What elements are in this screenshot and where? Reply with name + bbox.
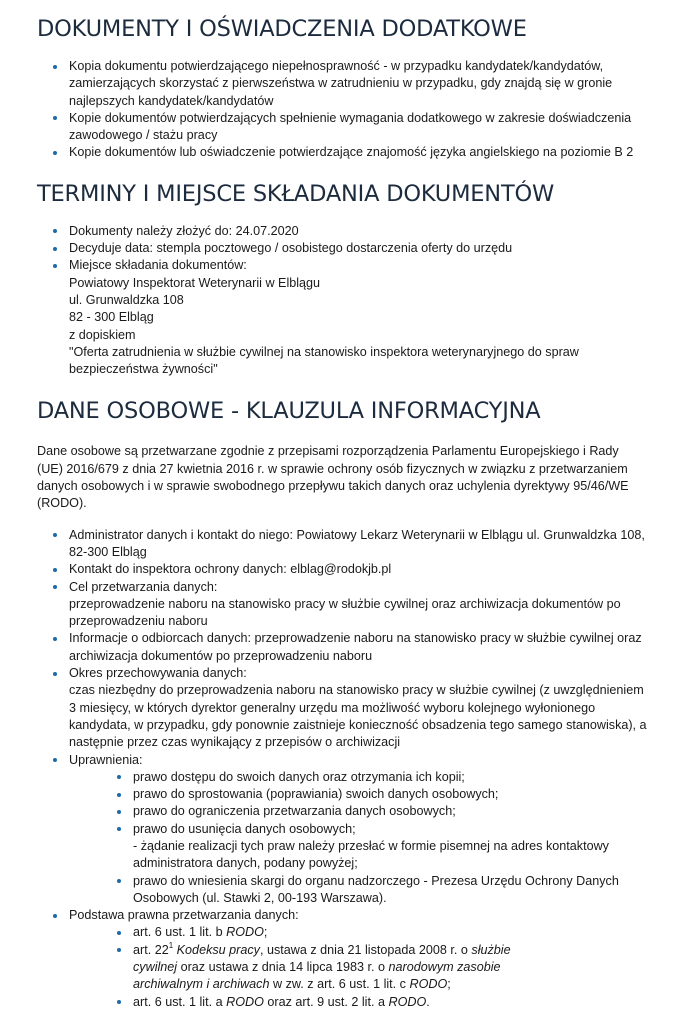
period-label: Okres przechowywania danych: xyxy=(69,666,247,681)
place-item xyxy=(37,257,647,378)
right-item: prawo do ograniczenia przetwarzania danych osobowych; xyxy=(37,803,647,820)
right-item-delete xyxy=(37,821,647,873)
document-page xyxy=(37,0,647,1011)
deadline-item: Dokumenty należy złożyć do: 24.07.2020 xyxy=(37,223,647,240)
purpose-label: Cel przetwarzania danych: xyxy=(69,579,218,594)
section-title-documents: DOKUMENTY I OŚWIADCZENIA DODATKOWE xyxy=(37,16,527,42)
contact-item: Kontakt do inspektora ochrony danych: elblag@rodokjb.pl xyxy=(37,561,647,578)
deadlines-list xyxy=(37,223,647,379)
right-delete-text: prawo do usunięcia danych osobowych; xyxy=(133,821,356,836)
purpose-item xyxy=(37,579,647,631)
list-item: Kopia dokumentu potwierdzającego niepełnosprawność - w przypadku kandydatek/kandydatów, zamierzających skorzystać z pierwszeństwa w zatrudnieniu w przypadku, gdy znajdą się w gronie najlepszych kandydatek/kandydatów xyxy=(37,58,647,110)
purpose-text: przeprowadzenie naboru na stanowisko pracy w służbie cywilnej oraz archiwizacja dokumentów po przeprowadzeniu naboru xyxy=(69,596,621,629)
basis-label: Podstawa prawna przetwarzania danych: xyxy=(69,908,299,923)
place-line: z dopiskiem xyxy=(69,327,136,342)
basis-entry: art. $22^1$ Kodeksu pracy, ustawa z dnia 21 listopada 2008 r. o służbie cywilnej oraz ustawa z dnia 14 lipca 1983 r. o narodowym zasobie archiwalnym i archiwach w zw. z art. 6 ust. 1 lit. c RODO; xyxy=(37,942,517,994)
place-label: Miejsce składania dokumentów: xyxy=(69,258,247,273)
gdpr-intro: Dane osobowe są przetwarzane zgodnie z przepisami rozporządzenia Parlamentu Europejskiego i Rady (UE) 2016/679 z dnia 27 kwietnia 2016 r. w sprawie ochrony osób fizycznych w związku z przetwarzaniem danych osobowych i w sprawie swobodnego przepływu takich danych oraz uchylenia dyrektywy 95/46/WE (RODO). xyxy=(37,444,629,511)
place-line: 82 - 300 Elbląg xyxy=(69,310,154,325)
right-item: prawo do sprostowania (poprawiania) swoich danych osobowych; xyxy=(37,786,647,803)
place-line: "Oferta zatrudnienia w służbie cywilnej na stanowisko inspektora weterynaryjnego do spraw bezpieczeństwa żywności" xyxy=(69,344,579,377)
right-delete-note: - żądanie realizacji tych praw należy przesłać w formie pisemnej na adres kontaktowy administratora danych, podany powyżej; xyxy=(133,838,609,871)
decides-item: Decyduje data: stempla pocztowego / osobistego dostarczenia oferty do urzędu xyxy=(37,240,647,257)
documents-list xyxy=(37,58,647,162)
gdpr-list xyxy=(37,527,647,1011)
place-line: Powiatowy Inspektorat Weterynarii w Elblągu xyxy=(69,275,321,290)
recipients-item: Informacje o odbiorcach danych: przeprowadzenie naboru na stanowisko pracy w służbie cywilnej oraz archiwizacja dokumentów po przeprowadzeniu naboru xyxy=(37,630,647,665)
rights-list xyxy=(37,769,647,907)
basis-list xyxy=(37,924,517,1010)
basis-entry: art. 6 ust. 1 lit. a RODO oraz art. 9 ust. 2 lit. a RODO. xyxy=(37,994,517,1011)
section-title-deadlines: TERMINY I MIEJSCE SKŁADANIA DOKUMENTÓW xyxy=(37,180,555,207)
right-item-complaint: prawo do wniesienia skargi do organu nadzorczego - Prezesa Urzędu Ochrony Danych Osobowych (ul. Stawki 2, 00-193 Warszawa). xyxy=(37,873,647,908)
basis-entry: art. 6 ust. 1 lit. b RODO; xyxy=(37,924,517,941)
place-line: ul. Grunwaldzka 108 xyxy=(69,292,184,307)
right-item: prawo dostępu do swoich danych oraz otrzymania ich kopii; xyxy=(37,769,647,786)
section-title-gdpr: DANE OSOBOWE - KLAUZULA INFORMACYJNA xyxy=(37,398,541,425)
list-item: Kopie dokumentów lub oświadczenie potwierdzające znajomość języka angielskiego na poziomie B 2 xyxy=(37,144,647,161)
list-item: Kopie dokumentów potwierdzających spełnienie wymagania dodatkowego w zakresie doświadczenia zawodowego / stażu pracy xyxy=(37,110,647,145)
period-text: czas niezbędny do przeprowadzenia naboru na stanowisko pracy w służbie cywilnej (z uwzględnieniem 3 miesięcy, w których dyrektor generalny urzędu ma możliwość wyboru kolejnego wyłonionego kandydata, w przypadku, gdy ponownie zaistnieje konieczność obsadzenia tego samego stanowiska), a następnie przez czas wynikający z przepisów o archiwizacji xyxy=(69,683,647,750)
period-item xyxy=(37,665,647,751)
rights-item xyxy=(37,752,647,908)
admin-item: Administrator danych i kontakt do niego: Powiatowy Lekarz Weterynarii w Elblągu ul. Grunwaldzka 108, 82-300 Elbląg xyxy=(37,527,647,562)
rights-label: Uprawnienia: xyxy=(69,752,143,767)
basis-item xyxy=(37,907,647,1011)
